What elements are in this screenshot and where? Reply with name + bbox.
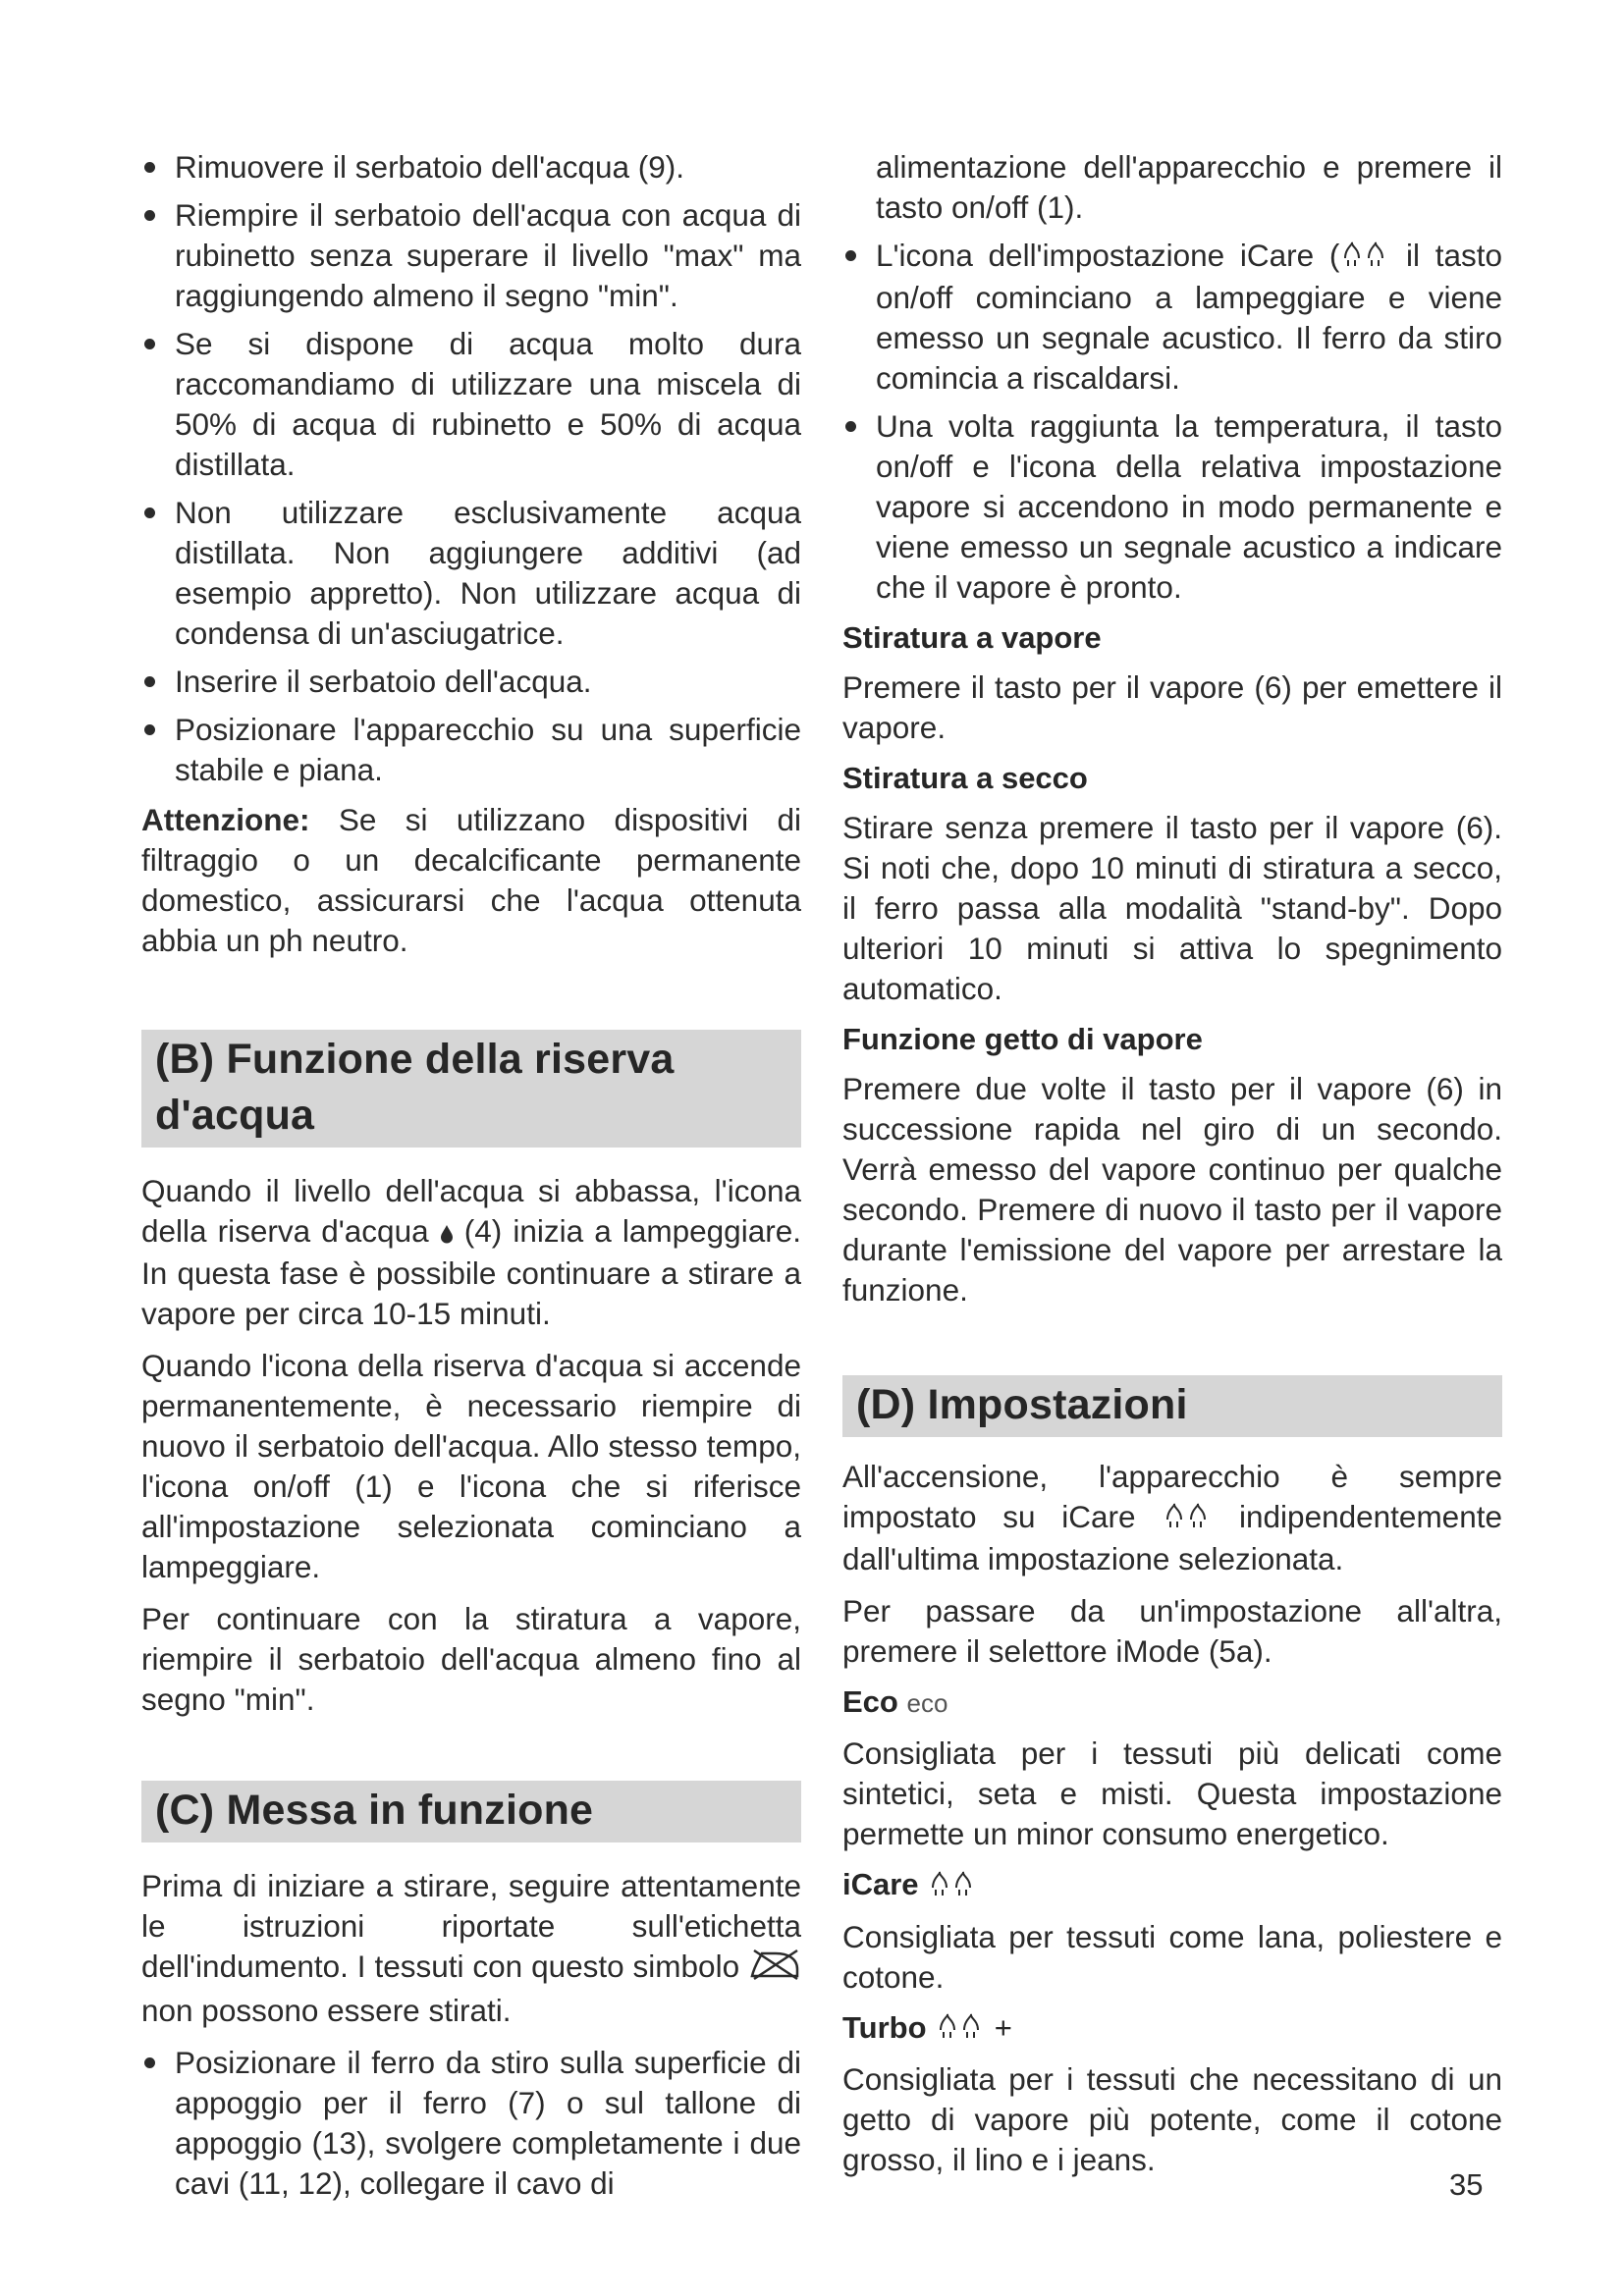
eco-text: Consigliata per i tessuti più delicati come sintetici, seta e misti. Questa impostazione permette un minor consumo energetico.: [842, 1735, 1502, 1852]
list-item: Non utilizzare esclusivamente acqua distillata. Non aggiungere additivi (ad esempio appretto). Non utilizzare acqua di condensa di un'asciugatrice.: [141, 493, 801, 654]
setup-list-continued: [842, 236, 1502, 608]
setup-list: [141, 2043, 801, 2204]
right-column: [842, 147, 1502, 2180]
eco-title: [842, 1682, 1502, 1724]
eco-icon: eco: [906, 1688, 948, 1719]
icare-text: L'icona dell'impostazione iCare (: [876, 238, 1340, 273]
list-item: Rimuovere il serbatoio dell'acqua (9).: [141, 147, 801, 187]
section-d-title: (D) Impostazioni: [856, 1381, 1188, 1429]
left-column: [141, 147, 801, 2212]
b-p1-text-after: (4) inizia a lampeggiare. In questa fase è possibile continuare a stirare a vapore per circa 10-15 minuti.: [141, 1213, 801, 1332]
d-p1-text: All'accensione, l'apparecchio è sempre impostato su iCare: [842, 1459, 1502, 1535]
turbo-title: [842, 2007, 1502, 2050]
list-item: [842, 236, 1502, 399]
list-item: Se si dispone di acqua molto dura raccomandiamo di utilizzare una miscela di 50% di acqua di rubinetto e 50% di acqua distillata.: [141, 324, 801, 485]
section-d-header: [842, 1375, 1502, 1437]
icare-title: [842, 1864, 1502, 1906]
section-b-paragraph-3: Per continuare con la stiratura a vapore, riempire il serbatoio dell'acqua almeno fino al segno "min".: [141, 1601, 801, 1718]
attention-label: Attenzione:: [141, 802, 310, 837]
setup-continued-text: alimentazione dell'apparecchio e premere il tasto on/off (1).: [876, 149, 1502, 225]
section-c-header: [141, 1781, 801, 1842]
section-c-paragraph-1: [141, 1866, 801, 2031]
icare-text-after: il tasto on/off cominciano a lampeggiare e viene emesso un segnale acustico. Il ferro da stiro comincia a riscaldarsi.: [876, 238, 1502, 397]
section-d-paragraph-2: Per passare da un'impostazione all'altra, premere il selettore iMode (5a).: [842, 1593, 1502, 1670]
steam-jet-title: Funzione getto di vapore: [842, 1022, 1203, 1057]
section-c-title: (C) Messa in funzione: [155, 1787, 594, 1835]
dry-ironing-text: Stirare senza premere il tasto per il vapore (6). Si noti che, dopo 10 minuti di stiratura a secco, il ferro passa alla modalità "stand-by". Dopo ulteriori 10 minuti si attiva lo spegnimento automatico.: [842, 810, 1502, 1007]
steam-ironing-text: Premere il tasto per il vapore (6) per emettere il vapore.: [842, 669, 1502, 746]
turbo-plus: +: [994, 2009, 1012, 2045]
steam-ironing-title: Stiratura a vapore: [842, 620, 1102, 656]
section-b-title: (B) Funzione della riserva d'acqua: [155, 1036, 675, 1139]
b-p1-text: Quando il livello dell'acqua si abbassa, l'icona della riserva d'acqua: [141, 1173, 801, 1249]
no-iron-symbol-icon: [748, 1948, 801, 1991]
water-drop-icon: [440, 1213, 454, 1254]
list-item: Posizionare il ferro da stiro sulla superficie di appoggio per il ferro (7) o sul tallone di appoggio (13), svolgere completamente i due cavi (11, 12), collegare il cavo di: [141, 2043, 801, 2204]
turbo-title-text: Turbo: [842, 2009, 927, 2045]
list-item: Riempire il serbatoio dell'acqua con acqua di rubinetto senza superare il livello "max" ma raggiungendo almeno il segno "min".: [141, 195, 801, 316]
dry-ironing-title: Stiratura a secco: [842, 761, 1088, 796]
section-b-paragraph-2: Quando l'icona della riserva d'acqua si accende permanentemente, è necessario riempire di nuovo il serbatoio dell'acqua. Allo stesso tempo, l'icona on/off (1) e l'icona che si riferisce all'impostazione selezionata cominciano a lampeggiare.: [141, 1348, 801, 1585]
list-item: Una volta raggiunta la temperatura, il tasto on/off e l'icona della relativa impostazione vapore si accendono in modo permanente e viene emesso un segnale acustico a indicare che il vapore è pronto.: [842, 406, 1502, 608]
icare-title-text: iCare: [842, 1867, 919, 1902]
d-p1-text-after: indipendentemente dall'ultima impostazione selezionata.: [842, 1499, 1502, 1577]
list-item: Inserire il serbatoio dell'acqua.: [141, 662, 801, 702]
attention-note: [141, 800, 801, 961]
icare-text-description: Consigliata per tessuti come lana, poliestere e cotone.: [842, 1918, 1502, 1995]
section-b-header: [141, 1030, 801, 1148]
c-p1-text: Prima di iniziare a stirare, seguire attentamente le istruzioni riportate sull'etichetta dell'indumento. I tessuti con questo simbolo: [141, 1868, 801, 1985]
list-item: Posizionare l'apparecchio su una superficie stabile e piana.: [141, 710, 801, 790]
icare-steam-icon: [1339, 238, 1390, 278]
c-p1-text-after: non possono essere stirati.: [141, 1992, 512, 2028]
eco-title-text: Eco: [842, 1684, 898, 1720]
icare-steam-icon: [927, 1867, 978, 1907]
turbo-text: Consigliata per i tessuti che necessitano di un getto di vapore più potente, come il cotone grosso, il lino e i jeans.: [842, 2060, 1502, 2177]
section-d-paragraph-1: [842, 1457, 1502, 1579]
fill-instructions-list: [141, 147, 801, 790]
icare-steam-icon: [1162, 1499, 1213, 1539]
attention-text: Se si utilizzano dispositivi di filtraggio o un decalcificante permanente domestico, assicurarsi che l'acqua ottenuta abbia un ph neutro.: [141, 802, 801, 958]
steam-jet-text: Premere due volte il tasto per il vapore (6) in successione rapida nel giro di un secondo. Verrà emesso del vapore continuo per qualche secondo. Premere di nuovo il tasto per il vapore durante l'emissione del vapore per arrestare la funzione.: [842, 1071, 1502, 1308]
page-number: 35: [1449, 2167, 1484, 2202]
turbo-steam-icon: [935, 2009, 986, 2050]
section-b-paragraph-1: [141, 1171, 801, 1334]
